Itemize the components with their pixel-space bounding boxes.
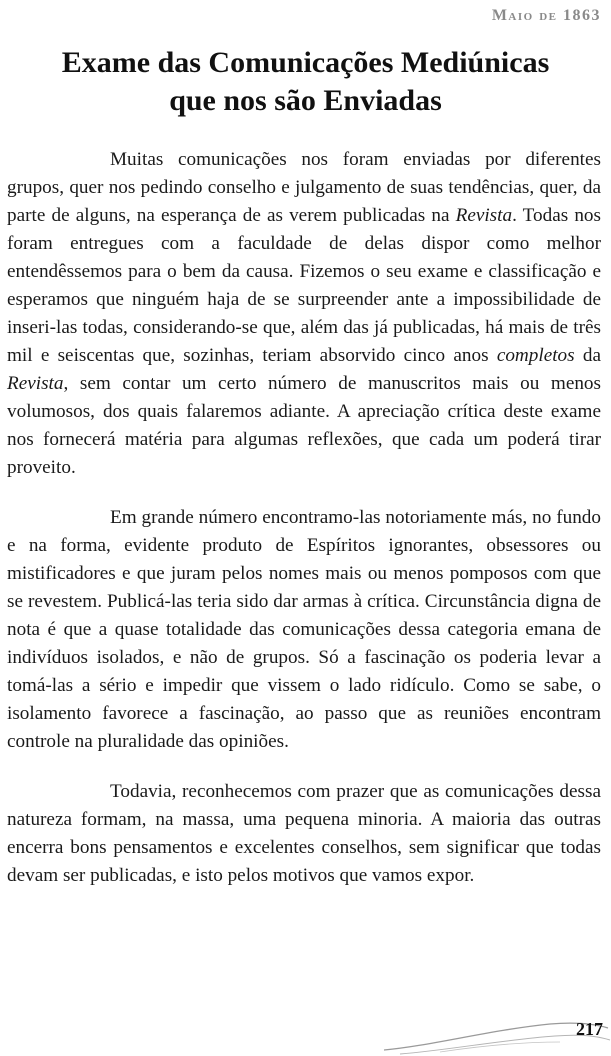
paragraph-1-text-c: da (574, 345, 601, 366)
running-head: Maio de 1863 (491, 7, 601, 24)
paragraph-1-text-d: , sem contar um certo número de manuscritos mais ou menos volumosos, dos quais falaremos adiante. A apreciação crítica deste exame nos fornecerá matéria para algumas reflexões, que cada um poderá tirar proveito. (7, 373, 601, 478)
paragraph-1 (7, 146, 601, 482)
paragraph-1-text-a: Muitas comunicações nos foram enviadas por diferentes grupos, quer nos pedindo conselho e julgamento de suas tendências, quer, da parte de alguns, na esperança de as verem publicadas na (7, 149, 601, 226)
italic-revista-2: Revista (7, 373, 64, 394)
page-number: 217 (576, 1019, 603, 1039)
paragraph-3: Todavia, reconhecemos com prazer que as comunicações dessa natureza formam, na massa, uma pequena minoria. A maioria das outras encerra bons pensamentos e excelentes conselhos, sem significar que todas devam ser publicadas, e isto pelos motivos que vamos expor. (7, 781, 601, 886)
paragraph-1-text-b: . Todas nos foram entregues com a faculdade de delas dispor como melhor entendêssemos para o bem da causa. Fizemos o seu exame e classificação e esperamos que ninguém haja de se surpreender ante a impossibilidade de inseri-las todas, considerando-se que, além das já publicadas, há mais de três mil e seiscentas que, sozinhas, teriam absorvido cinco anos (7, 205, 601, 366)
title-line-1: Exame das Comunicações Mediúnicas (61, 46, 550, 79)
italic-revista: Revista (455, 205, 513, 226)
title-line-2: que nos são Enviadas (169, 84, 442, 117)
paragraph-2: Em grande número encontramo-las notoriamente más, no fundo e na forma, evidente produto de Espíritos ignorantes, obsessores ou mistificadores e que juram pelos nomes mais ou menos pomposos com que se revestem. Publicá-las teria sido dar armas à crítica. Circunstância digna de nota é que a quase totalidade das comunicações dessa categoria emana de indivíduos isolados, e não de grupos. Só a fascinação os poderia levar a tomá-las a sério e impedir que vissem o lado ridículo. Como se sabe, o isolamento favorece a fascinação, ao passo que as reuniões encontram controle na pluralidade das opiniões. (7, 507, 601, 752)
italic-completos: completos (496, 345, 575, 366)
page-title (6, 44, 605, 120)
article-body (7, 146, 601, 890)
